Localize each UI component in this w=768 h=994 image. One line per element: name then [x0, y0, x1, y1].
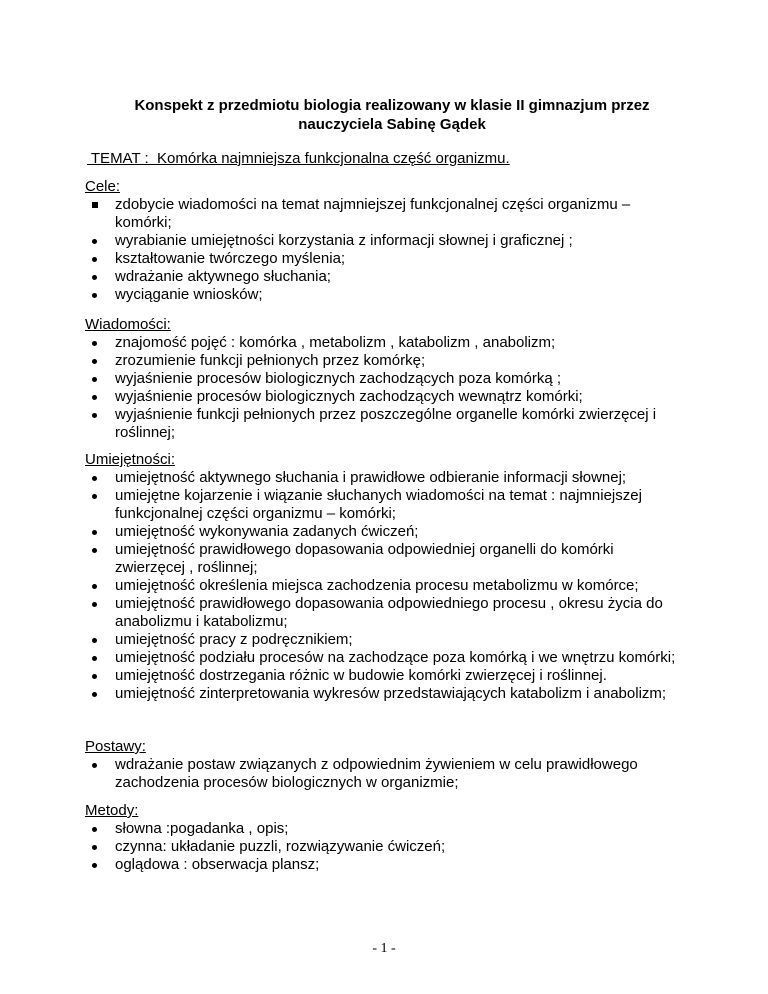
bullet-list — [85, 820, 685, 874]
list-item: słowna :pogadanka , opis; — [115, 820, 289, 837]
bullet-list — [85, 196, 685, 304]
list-item: wdrażanie postaw związanych z odpowiednim żywieniem w celu prawidłowego zachodzenia procesów biologicznych w organizmie; — [115, 756, 638, 791]
list-item: umiejętność wykonywania zadanych ćwiczeń; — [115, 523, 419, 540]
document-title — [100, 96, 684, 134]
section-metody — [85, 802, 685, 874]
bullet-list — [85, 469, 685, 703]
list-item: oglądowa : obserwacja plansz; — [115, 856, 320, 873]
list-item: wyjaśnienie procesów biologicznych zachodzących wewnątrz komórki; — [115, 388, 583, 405]
list-item: umiejętność podziału procesów na zachodzące poza komórką i we wnętrzu komórki; — [115, 649, 676, 666]
list-item: wyrabianie umiejętności korzystania z informacji słownej i graficznej ; — [115, 232, 573, 249]
list-item: umiejętność aktywnego słuchania i prawidłowe odbieranie informacji słownej; — [115, 469, 627, 486]
section-heading: Wiadomości: — [85, 316, 171, 333]
section-postawy — [85, 738, 685, 792]
list-item: czynna: układanie puzzli, rozwiązywanie ćwiczeń; — [115, 838, 446, 855]
title-line-2: nauczyciela Sabinę Gądek — [298, 116, 486, 133]
section-heading: Cele: — [85, 178, 121, 195]
list-item: znajomość pojęć : komórka , metabolizm , katabolizm , anabolizm; — [115, 334, 556, 351]
section-heading: Postawy: — [85, 738, 146, 755]
lesson-topic: TEMAT : Komórka najmniejsza funkcjonalna część organizmu. — [87, 150, 510, 167]
list-item: zrozumienie funkcji pełnionych przez komórkę; — [115, 352, 426, 369]
list-item: wdrażanie aktywnego słuchania; — [115, 268, 331, 285]
section-heading: Metody: — [85, 802, 139, 819]
page-number: - 1 - — [372, 941, 396, 956]
section-wiadomosci — [85, 316, 685, 442]
list-item: umiejętność prawidłowego dopasowania odpowiedniej organelli do komórki zwierzęcej , roślinnej; — [115, 541, 614, 576]
list-item: wyciąganie wniosków; — [115, 286, 263, 303]
list-item: umiejętność pracy z podręcznikiem; — [115, 631, 353, 648]
list-item: umiejętność określenia miejsca zachodzenia procesu metabolizmu w komórce; — [115, 577, 639, 594]
bullet-list — [85, 756, 685, 792]
list-item: zdobycie wiadomości na temat najmniejszej funkcjonalnej części organizmu – komórki; — [115, 196, 631, 231]
bullet-list — [85, 334, 685, 442]
title-line-1: Konspekt z przedmiotu biologia realizowany w klasie II gimnazjum przez — [134, 97, 650, 114]
list-item: umiejętność dostrzegania różnic w budowie komórki zwierzęcej i roślinnej. — [115, 667, 607, 684]
list-item: umiejętność zinterpretowania wykresów przedstawiających katabolizm i anabolizm; — [115, 685, 667, 702]
section-heading: Umiejętności: — [85, 451, 176, 468]
list-item: kształtowanie twórczego myślenia; — [115, 250, 346, 267]
section-umiejetnosci — [85, 451, 685, 703]
list-item: umiejętność prawidłowego dopasowania odpowiedniego procesu , okresu życia do anabolizmu i katabolizmu; — [115, 595, 663, 630]
list-item: umiejętne kojarzenie i wiązanie słuchanych wiadomości na temat : najmniejszej funkcjonalnej części organizmu – komórki; — [115, 487, 642, 522]
list-item: wyjaśnienie procesów biologicznych zachodzących poza komórką ; — [115, 370, 562, 387]
section-cele — [85, 178, 685, 304]
list-item: wyjaśnienie funkcji pełnionych przez poszczególne organelle komórki zwierzęcej i roślinnej; — [115, 406, 657, 441]
